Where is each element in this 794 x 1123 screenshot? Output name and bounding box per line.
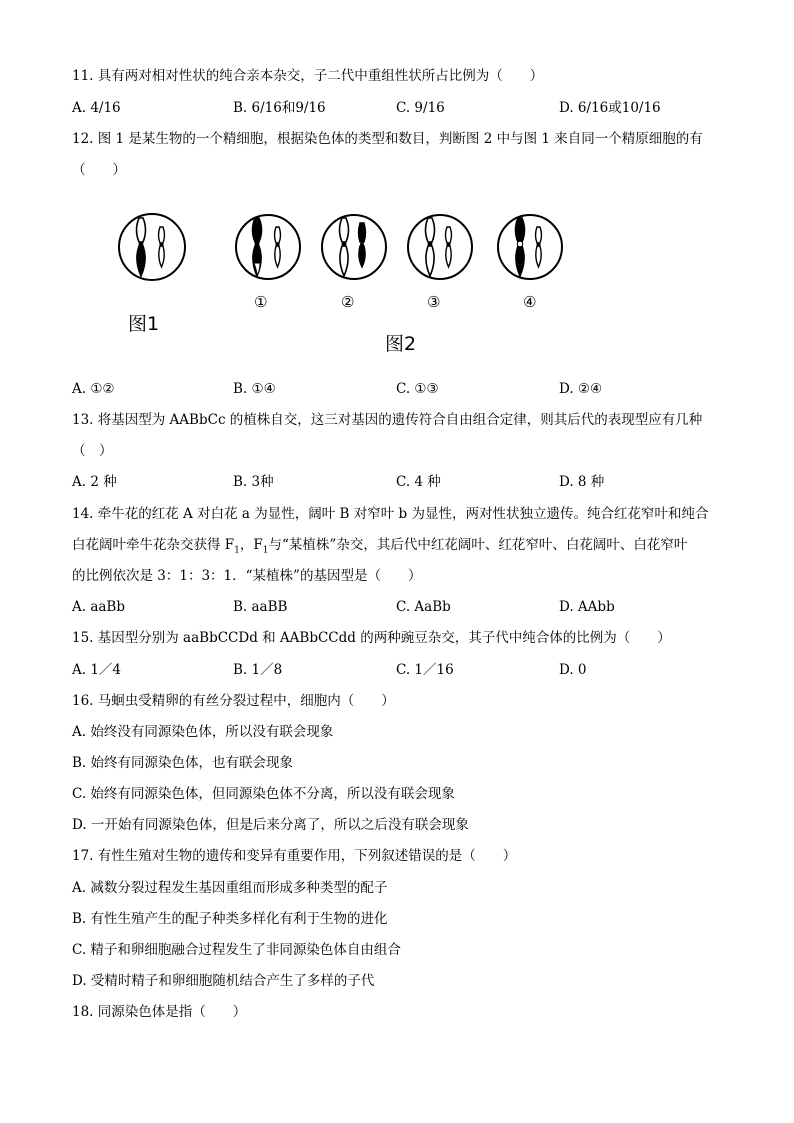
- cell-2-label: ②: [341, 293, 355, 311]
- option-d[interactable]: D. 受精时精子和卵细胞随机结合产生了多样的子代: [72, 973, 375, 989]
- question-18-stem: 18. 同源染色体是指（ ）: [72, 1004, 247, 1020]
- option-c[interactable]: C. ①③: [396, 381, 439, 397]
- option-b[interactable]: B. ①④: [233, 381, 276, 397]
- cell-4: [498, 215, 562, 279]
- question-12-stem-cont: （ ）: [72, 162, 126, 178]
- cell-3: [408, 215, 472, 279]
- question-13-stem-cont: （ ）: [72, 443, 113, 459]
- option-d[interactable]: D. AAbb: [559, 599, 615, 615]
- option-b[interactable]: B. 始终有同源染色体，也有联会现象: [72, 755, 294, 771]
- option-a[interactable]: A. 始终没有同源染色体，所以没有联会现象: [72, 724, 334, 740]
- subscript: 1: [234, 545, 240, 556]
- question-14-stem-cont2: 的比例依次是 3：1：3：1．“某植株”的基因型是（ ）: [72, 568, 422, 584]
- option-b[interactable]: B. aaBB: [233, 599, 288, 615]
- cell-1: [236, 215, 300, 279]
- option-b[interactable]: B. 3种: [233, 474, 274, 490]
- question-15-stem: 15. 基因型分别为 aaBbCCDd 和 AABbCCdd 的两种豌豆杂交，其子代中纯合体的比例为（ ）: [72, 630, 671, 646]
- option-b[interactable]: B. 有性生殖产生的配子种类多样化有利于生物的进化: [72, 911, 388, 927]
- option-a[interactable]: A. ①②: [72, 381, 115, 397]
- chromosome-figure: [110, 205, 590, 365]
- cell-2: [322, 215, 386, 279]
- option-c[interactable]: C. 9/16: [396, 100, 445, 116]
- option-d[interactable]: D. 8 种: [559, 474, 605, 490]
- option-b[interactable]: B. 1／8: [233, 662, 283, 678]
- chromosome-diagram: [110, 205, 590, 365]
- stem-part: 白花阔叶牵牛花杂交获得 F: [72, 537, 235, 553]
- subscript: 1: [262, 545, 269, 556]
- cell-1-label: ①: [254, 293, 268, 311]
- question-17-stem: 17. 有性生殖对生物的遗传和变异有重要作用，下列叙述错误的是（ ）: [72, 848, 517, 864]
- fig1-cell: [119, 214, 185, 280]
- fig1-label: 图1: [128, 313, 160, 335]
- fig2-label: 图2: [385, 333, 417, 355]
- option-b[interactable]: B. 6/16和9/16: [233, 100, 326, 116]
- question-14-options: [72, 597, 724, 617]
- question-12-options: [72, 379, 724, 399]
- question-14-stem: 14. 牵牛花的红花 A 对白花 a 为显性，阔叶 B 对窄叶 b 为显性，两对性状独立遗传。纯合红花窄叶和纯合: [72, 506, 709, 522]
- option-d[interactable]: D. 6/16或10/16: [559, 100, 661, 116]
- option-d[interactable]: D. 一开始有同源染色体，但是后来分离了，所以之后没有联会现象: [72, 817, 469, 833]
- stem-part: 与“某植株”杂交，其后代中红花阔叶、红花窄叶、白花阔叶、白花窄叶: [268, 537, 688, 553]
- option-c[interactable]: C. 精子和卵细胞融合过程发生了非同源染色体自由组合: [72, 942, 401, 958]
- question-15-options: [72, 660, 724, 680]
- option-c[interactable]: C. 4 种: [396, 474, 441, 490]
- option-a[interactable]: A. 2 种: [72, 474, 117, 490]
- option-c[interactable]: C. AaBb: [396, 599, 451, 615]
- option-a[interactable]: A. 1／4: [72, 662, 122, 678]
- option-a[interactable]: A. aaBb: [72, 599, 125, 615]
- cell-3-label: ③: [427, 293, 441, 311]
- option-d[interactable]: D. ②④: [559, 381, 603, 397]
- question-16-stem: 16. 马蛔虫受精卵的有丝分裂过程中，细胞内（ ）: [72, 693, 395, 709]
- option-d[interactable]: D. 0: [559, 662, 587, 678]
- cell-4-label: ④: [523, 293, 537, 311]
- question-14-stem-cont: [72, 535, 687, 561]
- option-c[interactable]: C. 1／16: [396, 662, 454, 678]
- question-13-options: [72, 472, 724, 492]
- option-a[interactable]: A. 4/16: [72, 100, 121, 116]
- option-a[interactable]: A. 减数分裂过程发生基因重组而形成多种类型的配子: [72, 880, 388, 896]
- question-11-stem: 11. 具有两对相对性状的纯合亲本杂交，子二代中重组性状所占比例为（ ）: [72, 68, 544, 84]
- question-13-stem: 13. 将基因型为 AABbCc 的植株自交，这三对基因的遗传符合自由组合定律，则其后代的表现型应有几种: [72, 412, 703, 428]
- option-c[interactable]: C. 始终有同源染色体，但同源染色体不分离，所以没有联会现象: [72, 786, 455, 802]
- question-12-stem: 12. 图 1 是某生物的一个精细胞，根据染色体的类型和数目，判断图 2 中与图 1 来自同一个精原细胞的有: [72, 131, 703, 147]
- stem-part: ，F: [239, 537, 263, 553]
- question-11-options: [72, 98, 724, 118]
